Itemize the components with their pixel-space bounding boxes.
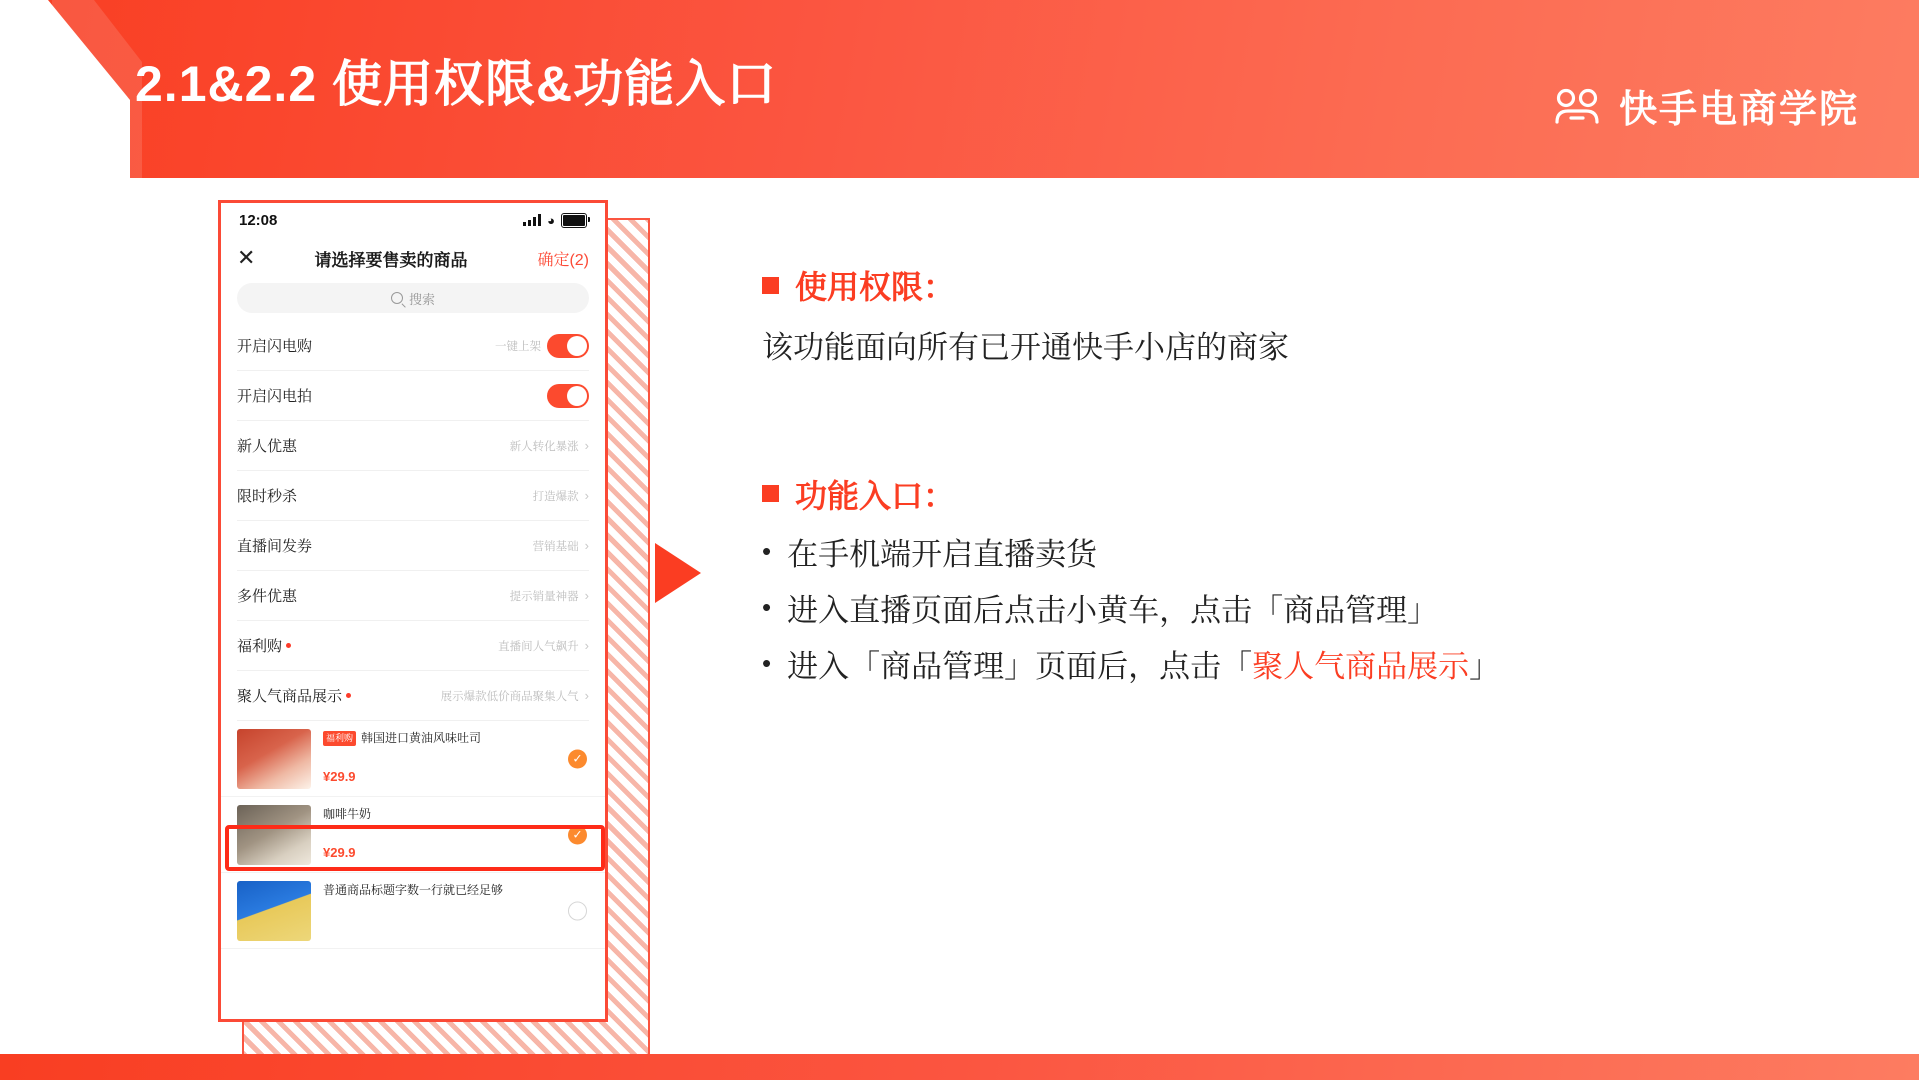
row-right [498,638,589,654]
section-title: 使用权限： [795,269,956,305]
brand-lockup [1551,78,1859,133]
product-title-row [323,807,589,822]
search-placeholder: 搜索 [408,291,435,307]
list-item[interactable] [221,721,605,797]
product-info [323,881,589,940]
status-time: 12:08 [239,211,278,229]
row-label: 开启闪电拍 [237,388,313,405]
row-label: 多件优惠 [237,588,298,605]
product-title-row [323,731,589,746]
list-item[interactable] [237,421,589,471]
row-hint: 一键上架 [495,340,541,353]
chevron-right-icon: › [584,488,589,503]
checkbox-unselected-icon[interactable] [568,901,587,920]
confirm-button[interactable]: 确定(2) [537,251,589,269]
row-hint: 直播间人气飙升 [498,640,579,653]
bullet-dot-icon: • [762,535,772,566]
section-title: 功能入口： [795,477,956,514]
chevron-right-icon: › [584,438,589,453]
spacer [762,371,1862,471]
row-right [533,538,589,554]
signal-bars-icon [523,214,541,226]
list-item[interactable] [237,621,589,671]
list-item[interactable] [237,521,589,571]
product-price: ¥29.9 [323,845,356,860]
list-item-label [787,643,1500,691]
chevron-right-icon: › [584,538,589,553]
chevron-right-icon: › [584,588,589,603]
row-label-text: 福利购 [237,638,283,655]
product-title: 咖啡牛奶 [323,807,372,821]
status-badge: 福利购 [323,731,356,745]
square-bullet-icon [762,485,779,502]
phone-status-bar [221,203,605,237]
row-label: 新人优惠 [237,438,298,455]
row-hint: 营销基础 [532,540,579,553]
product-thumbnail [237,729,311,789]
new-badge-dot [346,693,351,698]
brand-name: 快手电商学院 [1618,89,1859,131]
product-title: 韩国进口黄油风味吐司 [361,731,482,745]
list-item[interactable] [237,471,589,521]
new-badge-dot [286,643,291,648]
row-label: 限时秒杀 [237,488,298,505]
row-right [533,488,589,504]
row-hint: 提示销量神器 [509,590,579,603]
status-indicators [523,213,587,228]
search-icon [391,292,403,304]
row-label [237,635,291,656]
phone-nav-bar [221,237,605,279]
checkbox-selected-icon[interactable]: ✓ [568,825,587,844]
sidebar-item-popularity-display[interactable] [237,671,589,721]
list-item[interactable] [237,371,589,421]
play-arrow-icon [655,543,701,603]
toggle-switch[interactable] [547,384,589,408]
checkbox-selected-icon[interactable]: ✓ [568,749,587,768]
section-paragraph: 该功能面向所有已开通快手小店的商家 [762,330,1289,365]
product-thumbnail [237,881,311,941]
footer-background [0,1054,1919,1080]
list-item[interactable] [237,571,589,621]
row-right [510,588,589,604]
list-item-text-pre: 进入「商品管理」页面后，点击「 [787,649,1253,685]
list-item-text-emphasis: 聚人气商品展示 [1252,649,1470,685]
row-hint: 打造爆款 [532,490,579,503]
square-bullet-icon [762,277,779,294]
list-item[interactable] [221,797,605,873]
entry-steps-list [762,531,1862,691]
kuaishou-logo-icon [1551,86,1603,126]
slide-header [0,0,1919,178]
phone-mockup [218,200,628,1040]
search-input[interactable] [237,283,589,313]
list-item [762,531,1862,579]
row-label: 直播间发券 [237,538,313,555]
wifi-icon: ◕ [547,212,555,228]
row-hint: 展示爆款低价商品聚集人气 [440,690,579,703]
chevron-right-icon: › [584,638,589,653]
close-icon[interactable]: ✕ [237,245,256,270]
list-item[interactable] [221,873,605,949]
bullet-dot-icon: • [762,591,772,622]
list-item [762,587,1862,635]
product-info [323,729,589,788]
chevron-right-icon: › [584,688,589,703]
content-pane [762,262,1862,699]
product-title-row [323,883,589,898]
row-label-text: 聚人气商品展示 [237,688,343,705]
toggle-switch[interactable] [547,334,589,358]
product-thumbnail [237,805,311,865]
list-item-text-post: 」 [1469,649,1501,685]
row-right [547,384,589,408]
phone-screen [218,200,608,1022]
row-right [510,438,589,454]
list-item[interactable] [237,321,589,371]
section-heading-entry [762,471,1862,517]
row-right [495,334,589,358]
list-item-label: 进入直播页面后点击小黄车，点击「商品管理」 [787,592,1439,628]
list-item [762,643,1862,691]
row-right [441,688,589,704]
product-info [323,805,589,864]
phone-nav-title: 请选择要售卖的商品 [314,250,468,270]
product-title: 普通商品标题字数一行就已经足够 [323,883,504,897]
slide-footer [0,1054,1919,1080]
bullet-dot-icon: • [762,648,772,679]
row-label: 开启闪电购 [237,338,313,355]
section-heading-permissions [762,262,1862,308]
row-hint: 新人转化暴涨 [509,440,579,453]
product-price: ¥29.9 [323,769,356,784]
row-label [237,685,351,706]
list-item-label: 在手机端开启直播卖货 [787,536,1098,572]
battery-full-icon [561,213,587,228]
page-title: 2.1&2.2 使用权限&功能入口 [135,56,778,112]
